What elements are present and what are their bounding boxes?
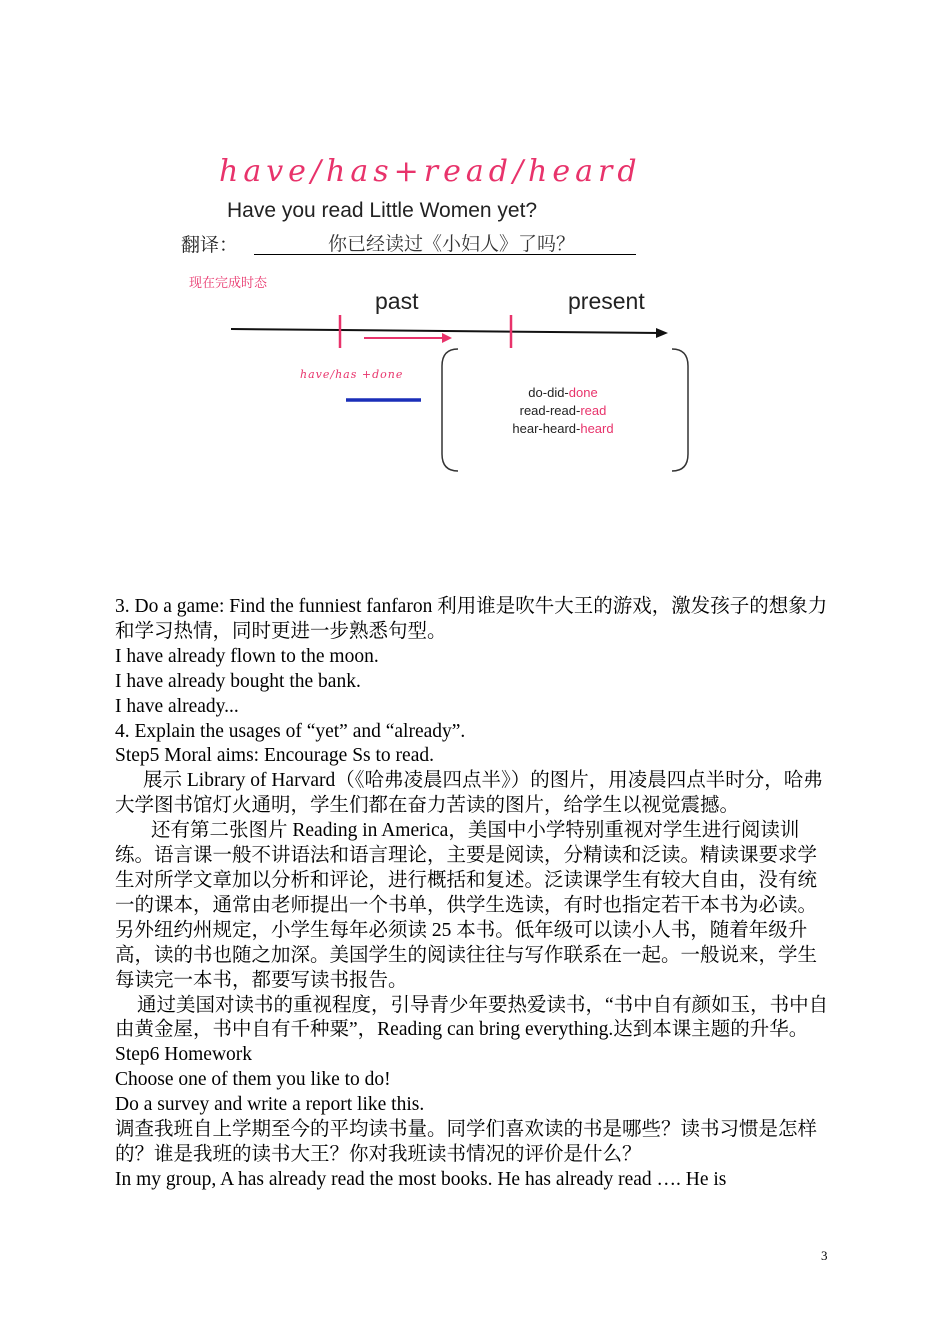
timeline-graphic [0, 0, 950, 520]
right-bracket [672, 349, 688, 471]
paragraph-explain: 4. Explain the usages of “yet” and “already”. [115, 720, 466, 742]
example-sentence: I have already... [115, 695, 239, 717]
timeline-axis [231, 329, 660, 333]
example-sentence: I have already flown to the moon. [115, 645, 379, 667]
duration-arrowhead [442, 333, 452, 343]
tense-note: 现在完成时态 [189, 276, 268, 291]
past-label: past [375, 288, 419, 314]
left-bracket [442, 349, 458, 471]
page-number: 3 [821, 1248, 828, 1263]
translate-label: 翻译： [181, 234, 239, 256]
verb-form-row [498, 384, 628, 402]
homework-instruction: Do a survey and write a report like this. [115, 1094, 425, 1116]
verb-past-participle: heard [580, 421, 614, 436]
verb-base: hear-heard- [512, 421, 581, 436]
document-body [115, 595, 835, 1193]
paragraph-harvard: 展示 Library of Harvard（《哈弗凌晨四点半》）的图片，用凌晨四点半时分，哈弗大学图书馆灯火通明，学生们都在奋力苦读的图片，给学生以视觉震撼。 [115, 770, 823, 817]
verb-base: read-read- [519, 403, 581, 418]
step6-heading: Step6 Homework [115, 1044, 253, 1066]
paragraph-conclusion: 通过美国对读书的重视程度，引导青少年要热爱读书，“书中自有颜如玉，书中自由黄金屋，书中自有千种粟”，Reading can bring everything.达到本课主题的升华。 [115, 994, 829, 1041]
verb-past-participle: done [568, 385, 598, 400]
verb-form-row [498, 402, 628, 420]
formula-title: have/has+read/heard [219, 154, 642, 189]
present-label: present [568, 288, 645, 314]
verb-form-row [498, 420, 628, 438]
verb-base: do-did- [528, 385, 569, 400]
paragraph-survey: 调查我班自上学期至今的平均读书量。同学们喜欢读的书是哪些？读书习惯是怎样的？谁是我班的读书大王？你对我班读书情况的评价是什么？ [115, 1119, 818, 1165]
paragraph-america: 还有第二张图片 Reading in America，美国中小学特别重视对学生进行阅读训练。语言课一般不讲语法和语言理论，主要是阅读，分精读和泛读。精读课要求学生对所学文章加以分析和评论，进行概括和复述。泛读课学生有较大自由，没有统一的课本，通常由老师提出一个书单，供学生选读，有时也指定若干本书为必读。另外纽约州规定，小学生每年必须读 25 本书。低年级可以读小人书，随着年级升高，读的书也随之加深。美国学生的阅读往往与写作联系在一起。一般说来，学生每读完一本书，都要写读书报告。 [115, 820, 818, 991]
example-sentence: I have already bought the bank. [115, 670, 361, 692]
homework-instruction: Choose one of them you like to do! [115, 1069, 391, 1091]
grammar-diagram [0, 0, 950, 520]
verb-forms-list [498, 384, 628, 438]
timeline-arrowhead [656, 328, 668, 338]
step5-heading: Step5 Moral aims: Encourage Ss to read. [115, 745, 434, 767]
translate-text: 你已经读过《小妇人》了吗？ [328, 233, 576, 255]
verb-past-participle: read [580, 403, 607, 418]
example-question: Have you read Little Women yet? [227, 199, 538, 222]
report-example: In my group, A has already read the most books. He has already read …. He is [115, 1168, 727, 1190]
paragraph-game: 3. Do a game: Find the funniest fanfaron 利用谁是吹牛大王的游戏，激发孩子的想象力和学习热情，同时更进一步熟悉句型。 [115, 596, 828, 642]
small-formula: have/has +done [300, 368, 404, 381]
